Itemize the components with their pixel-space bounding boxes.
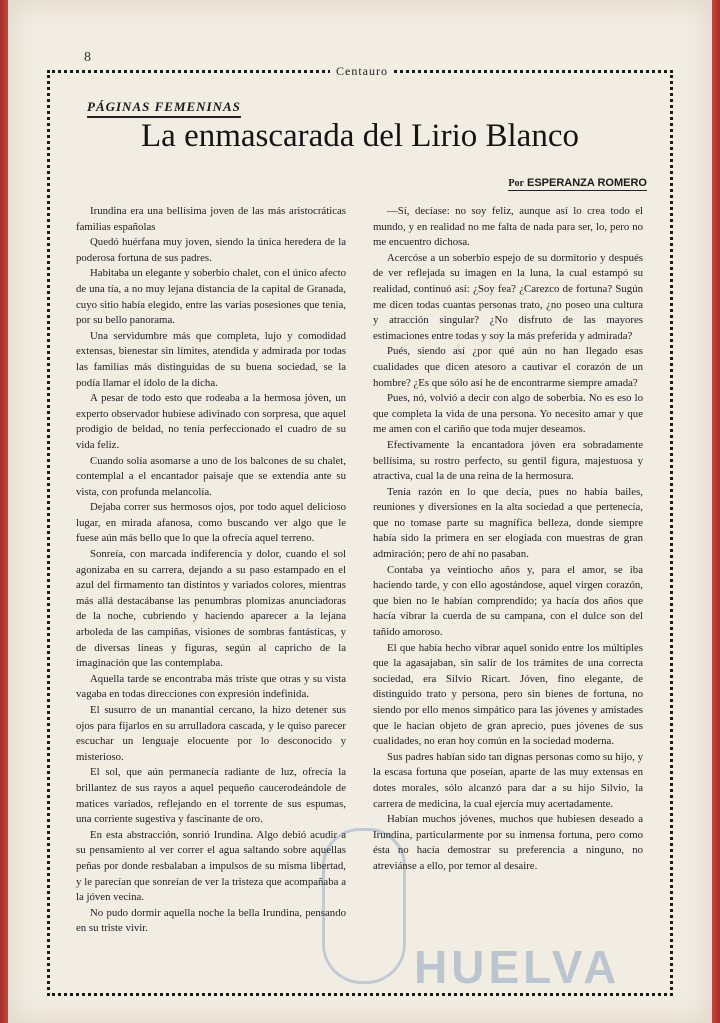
author-name: ESPERANZA ROMERO [527, 177, 647, 189]
page-number: 8 [84, 50, 91, 65]
paragraph: Una servidumbre más que completa, lujo y comodidad extensas, bienestar sin límites, atendida y admirada por todas las familias más distinguidas de su buena sociedad, se la podía llamar el ídolo de la dicha. [76, 329, 346, 389]
paragraph: El que había hecho vibrar aquel sonido entre los múltiples que la agasajaban, sin salir de los trámites de una correcta sociedad, era Silvio Ricart. Jóven, fino elegante, de distinguido trato y persona, pero sin bienes de fortuna, no siendo por ello menos simpático para las jóvenes y amistades que le hacían objeto de gran aprecio, pues jóvenes de sus cualidades, no eran hoy común en la sociedad moderna. [373, 641, 643, 748]
paragraph: Tenía razón en lo que decía, pues no había bailes, reuniones y diversiones en la alta sociedad a que pertenecía, que no tomase parte su magnífica belleza, donde siempre había sido la primera en ser elogiada con muestras de gran admiración; pero de ahí no pasaban. [373, 485, 643, 561]
cover-edge [712, 0, 720, 1023]
byline [508, 177, 647, 191]
paragraph: Acercóse a un soberbio espejo de su dormitorio y después de ver reflejada su imagen en la luna, la cual estampó su realidad, continuó así: ¿Soy fea? ¿Carezco de fortuna? Sugún me dicen todas cuantas personas trato, ¿no poseo una cultura y atracción singular? ¿No disfruto de las mayores estimaciones entre todas y soy la más preferida y admirada? [373, 251, 643, 342]
paragraph: En esta abstracción, sonrió Irundina. Algo debió acudir a su pensamiento al ver correr el agua saltando sobre aquellas peñas por donde resbalaban a impulsos de su misma libertad, y le parecían que sonreían de ver la tristeza que acompañaba a la jóven vecina. [76, 828, 346, 904]
book-spine-edge [0, 0, 8, 1023]
paragraph: Aquella tarde se encontraba más triste que otras y su vista vagaba en todas direcciones con expresión indefinida. [76, 672, 346, 701]
section-label: PÁGINAS FEMENINAS [87, 99, 241, 118]
paragraph: Habían muchos jóvenes, muchos que hubiesen deseado a Irundina, particularmente por su inmensa fortuna, pero como ésta no hacía demostrar su preferencia a ninguno, no atreviánse a ello, por temor al desaire. [373, 813, 643, 872]
paragraph: El susurro de un manantial cercano, la hizo detener sus ojos para fijarlos en su arrulladora cascada, y le quiso parecer escuchar un lenguaje elocuente por lo desconocido y misterioso. [76, 704, 346, 763]
article-title: La enmascarada del Lirio Blanco [141, 118, 579, 154]
paragraph: Habitaba un elegante y soberbio chalet, con el único afecto de una tía, a no muy lejana distancia de la capital de Granada, cuyo sitio había elegido, entre las varias posesiones que tenía, por su bello panorama. [76, 267, 346, 327]
paragraph: Sus padres habían sido tan dignas personas como su hijo, y la escasa fortuna que poseían, aparte de las muy extensas en dotes morales, sólo alcanzó para dar a su hijo Silvio, la carrera de medicina, la cual ejercía muy acertadamente. [373, 750, 643, 810]
paragraph: Contaba ya veintiocho años y, para el amor, se iba haciendo tarde, y con ello agostándose, aquel virgen corazón, que bien no le habían comprendido; ya hacía dos años que hacía vibrar la cuerda de su campana, con el dulce son del tañido amoroso. [373, 563, 643, 639]
paragraph: Cuando solía asomarse a uno de los balcones de su chalet, contemplal a el encantador paisaje que se extendía ante su vista, con profunda melancolía. [76, 454, 346, 498]
paragraph: A pesar de todo esto que rodeaba a la hermosa jóven, un experto observador hubiese adivinado con sorpresa, que aquel prodigio de beldad, no tenía perfeccionado el cuadro de su vida feliz. [76, 392, 346, 451]
paragraph: Quedó huérfana muy joven, siendo la única heredera de la poderosa fortuna de sus padres. [76, 236, 346, 264]
paragraph: Sonreía, con marcada indiferencia y dolor, cuando el sol agonizaba en su carrera, dejando a su paso estampado en el azul del firmamento tan distintos y variados colores, mientras más allá destacábanse las penumbras plomizas anunciadoras de la noche, cubriendo y haciendo aparecer a la lejana arboleda de las campiñas, visiones de sombras fantásticas, y de diversas líneas y figuras, según al capricho de la imaginación que las contemplaba. [76, 548, 346, 670]
paragraph: Irundina era una bellísima joven de las más aristocráticas familias españolas [76, 205, 346, 233]
library-crest-watermark-icon [322, 828, 406, 984]
article-column-left [76, 204, 346, 937]
paragraph: Efectivamente la encantadora jóven era sobradamente bellísima, su rostro perfecto, su gentil figura, majestuosa y atractiva, cual la de una reina de la hermosura. [373, 438, 643, 483]
paragraph: —Sí, decíase: no soy feliz, aunque así lo crea todo el mundo, y en realidad no me falta de nada para ser, lo, pero no me encuentro dichosa. [373, 205, 643, 249]
paragraph: Dejaba correr sus hermosos ojos, por todo aquel delicioso lugar, en mirada afanosa, como buscando ver algo que le fuese aún más bello que lo que la ofrecía aquel terreno. [76, 501, 346, 545]
paragraph: El sol, que aún permanecía radiante de luz, ofrecía la brillantez de sus rayos a aquel pequeño caucerodeándole de matices variados, reflejando en el torrente de sus espumas, una corriente sugestiva y fascinante de oro. [76, 766, 346, 826]
byline-prefix: Por [508, 178, 524, 189]
paragraph: No pudo dormir aquella noche la bella Irundina, pensando en su triste vivir. [76, 906, 346, 935]
paragraph: Pués, siendo así ¿por qué aún no han llegado esas cualidades que dicen atesoro a cautivar el corazón de un hombre? ¿Es que sólo así he de encontrarme siempre amada? [373, 345, 643, 389]
article-column-right [373, 204, 643, 875]
running-head: Centauro [330, 64, 394, 79]
library-watermark: HUELVA [414, 941, 621, 993]
paragraph: Pues, nó, volvió a decir con algo de soberbia. No es eso lo que completa la vida de una persona. Yo necesito amar y que me amen con el cariño que toda mujer deseamos. [373, 392, 643, 436]
